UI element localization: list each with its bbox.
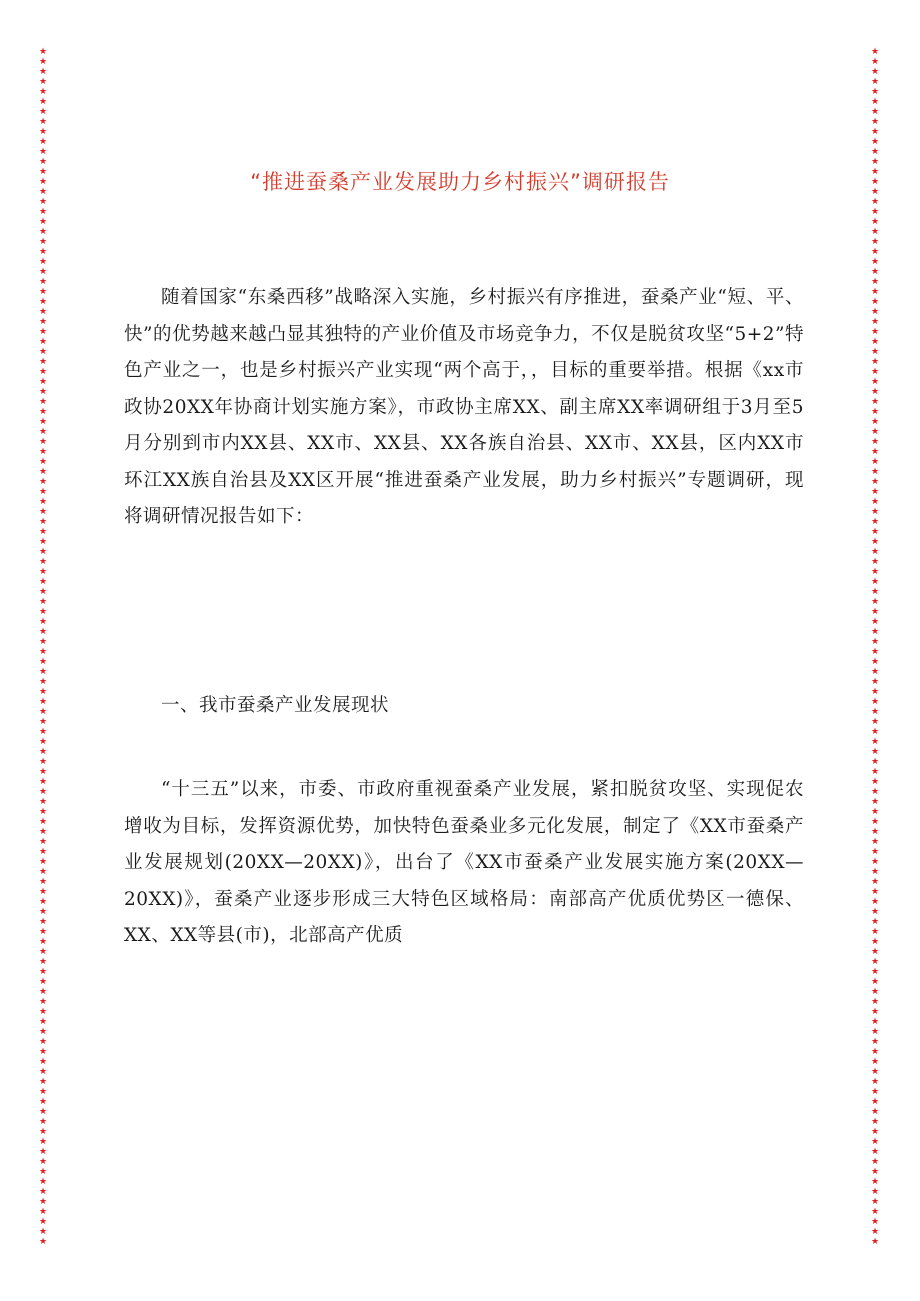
border-star-icon: ★ — [38, 1017, 48, 1027]
border-star-icon: ★ — [38, 857, 48, 867]
border-star-icon: ★ — [38, 787, 48, 797]
border-star-icon: ★ — [870, 707, 880, 717]
border-star-icon: ★ — [870, 1227, 880, 1237]
border-star-icon: ★ — [38, 187, 48, 197]
border-star-icon: ★ — [38, 1007, 48, 1017]
border-star-icon: ★ — [870, 167, 880, 177]
border-star-icon: ★ — [870, 957, 880, 967]
border-star-icon: ★ — [38, 1217, 48, 1227]
border-star-icon: ★ — [870, 687, 880, 697]
border-star-icon: ★ — [870, 57, 880, 67]
border-star-icon: ★ — [870, 517, 880, 527]
border-star-icon: ★ — [38, 717, 48, 727]
border-star-icon: ★ — [38, 1117, 48, 1127]
border-star-icon: ★ — [38, 57, 48, 67]
border-star-icon: ★ — [870, 897, 880, 907]
border-star-icon: ★ — [38, 887, 48, 897]
border-star-icon: ★ — [38, 487, 48, 497]
border-star-icon: ★ — [870, 947, 880, 957]
paragraph-intro: 随着国家“东桑西移”战略深入实施，乡村振兴有序推进，蚕桑产业“短、平、快”的优势越来越凸显其独特的产业价值及市场竞争力，不仅是脱贫攻坚“5+2”特色产业之一，也是乡村振兴产业实现“两个高于，，目标的重要举措。根据《xx市政协20XX年协商计划实施方案》，市政协主席XX、副主席XX率调研组于3月至5月分别到市内XX县、XX市、XX县、XX各族自治县、XX市、XX县，区内XX市环江XX族自治县及XX区开展“推进蚕桑产业发展，助力乡村振兴”专题调研，现将调研情况报告如下： — [124, 287, 804, 527]
border-star-icon: ★ — [870, 217, 880, 227]
border-star-icon: ★ — [870, 697, 880, 707]
border-star-icon: ★ — [38, 547, 48, 557]
border-star-icon: ★ — [870, 527, 880, 537]
border-star-icon: ★ — [870, 1127, 880, 1137]
border-star-icon: ★ — [870, 677, 880, 687]
border-star-icon: ★ — [870, 1087, 880, 1097]
border-star-icon: ★ — [870, 117, 880, 127]
border-star-icon: ★ — [870, 67, 880, 77]
border-star-icon: ★ — [38, 397, 48, 407]
border-star-icon: ★ — [870, 847, 880, 857]
border-star-icon: ★ — [38, 877, 48, 887]
border-star-icon: ★ — [38, 1067, 48, 1077]
border-star-icon: ★ — [870, 647, 880, 657]
border-star-icon: ★ — [38, 647, 48, 657]
border-star-icon: ★ — [38, 447, 48, 457]
border-star-icon: ★ — [38, 127, 48, 137]
border-star-icon: ★ — [870, 567, 880, 577]
border-star-icon: ★ — [38, 1197, 48, 1207]
border-star-icon: ★ — [870, 637, 880, 647]
border-star-icon: ★ — [38, 687, 48, 697]
border-star-icon: ★ — [870, 147, 880, 157]
border-star-icon: ★ — [870, 287, 880, 297]
border-star-icon: ★ — [870, 927, 880, 937]
border-star-icon: ★ — [870, 207, 880, 217]
border-star-icon: ★ — [38, 497, 48, 507]
border-star-icon: ★ — [870, 487, 880, 497]
border-star-icon: ★ — [870, 1027, 880, 1037]
border-star-icon: ★ — [870, 1187, 880, 1197]
border-star-icon: ★ — [870, 497, 880, 507]
border-star-icon: ★ — [870, 277, 880, 287]
border-star-icon: ★ — [38, 317, 48, 327]
border-star-icon: ★ — [38, 227, 48, 237]
border-star-icon: ★ — [870, 827, 880, 837]
border-star-icon: ★ — [38, 267, 48, 277]
border-star-icon: ★ — [38, 147, 48, 157]
border-star-icon: ★ — [38, 947, 48, 957]
border-star-icon: ★ — [870, 617, 880, 627]
border-star-icon: ★ — [870, 1177, 880, 1187]
border-star-icon: ★ — [38, 337, 48, 347]
border-star-icon: ★ — [38, 217, 48, 227]
border-star-icon: ★ — [870, 757, 880, 767]
border-star-icon: ★ — [870, 727, 880, 737]
border-star-icon: ★ — [38, 307, 48, 317]
border-star-icon: ★ — [38, 847, 48, 857]
border-star-icon: ★ — [38, 957, 48, 967]
border-star-icon: ★ — [870, 1107, 880, 1117]
border-star-icon: ★ — [38, 677, 48, 687]
border-star-icon: ★ — [870, 1067, 880, 1077]
border-star-icon: ★ — [38, 347, 48, 357]
border-star-icon: ★ — [38, 697, 48, 707]
border-star-icon: ★ — [38, 1057, 48, 1067]
border-star-icon: ★ — [38, 817, 48, 827]
border-star-icon: ★ — [870, 347, 880, 357]
border-star-icon: ★ — [870, 447, 880, 457]
border-star-icon: ★ — [38, 1087, 48, 1097]
border-star-icon: ★ — [870, 1237, 880, 1247]
border-star-icon: ★ — [38, 777, 48, 787]
border-star-icon: ★ — [870, 427, 880, 437]
border-star-icon: ★ — [38, 357, 48, 367]
border-star-icon: ★ — [870, 1037, 880, 1047]
border-star-icon: ★ — [38, 827, 48, 837]
right-star-border — [868, 48, 882, 1248]
border-star-icon: ★ — [38, 467, 48, 477]
border-star-icon: ★ — [870, 627, 880, 637]
border-star-icon: ★ — [38, 937, 48, 947]
border-star-icon: ★ — [870, 917, 880, 927]
border-star-icon: ★ — [38, 1047, 48, 1057]
border-star-icon: ★ — [38, 977, 48, 987]
border-star-icon: ★ — [38, 287, 48, 297]
border-star-icon: ★ — [870, 467, 880, 477]
border-star-icon: ★ — [870, 387, 880, 397]
border-star-icon: ★ — [870, 1017, 880, 1027]
border-star-icon: ★ — [38, 457, 48, 467]
border-star-icon: ★ — [38, 247, 48, 257]
border-star-icon: ★ — [38, 387, 48, 397]
border-star-icon: ★ — [870, 357, 880, 367]
border-star-icon: ★ — [38, 477, 48, 487]
border-star-icon: ★ — [870, 187, 880, 197]
border-star-icon: ★ — [870, 477, 880, 487]
border-star-icon: ★ — [870, 787, 880, 797]
border-star-icon: ★ — [38, 907, 48, 917]
border-star-icon: ★ — [38, 1027, 48, 1037]
border-star-icon: ★ — [38, 577, 48, 587]
border-star-icon: ★ — [38, 807, 48, 817]
border-star-icon: ★ — [38, 567, 48, 577]
border-star-icon: ★ — [38, 657, 48, 667]
border-star-icon: ★ — [870, 1057, 880, 1067]
border-star-icon: ★ — [870, 1217, 880, 1227]
border-star-icon: ★ — [870, 1097, 880, 1107]
border-star-icon: ★ — [870, 77, 880, 87]
border-star-icon: ★ — [870, 177, 880, 187]
border-star-icon: ★ — [38, 927, 48, 937]
border-star-icon: ★ — [870, 877, 880, 887]
border-star-icon: ★ — [38, 117, 48, 127]
border-star-icon: ★ — [38, 237, 48, 247]
border-star-icon: ★ — [870, 197, 880, 207]
border-star-icon: ★ — [38, 1207, 48, 1217]
border-star-icon: ★ — [870, 397, 880, 407]
border-star-icon: ★ — [38, 667, 48, 677]
border-star-icon: ★ — [870, 907, 880, 917]
border-star-icon: ★ — [38, 767, 48, 777]
border-star-icon: ★ — [870, 967, 880, 977]
border-star-icon: ★ — [870, 717, 880, 727]
border-star-icon: ★ — [870, 807, 880, 817]
border-star-icon: ★ — [870, 1077, 880, 1087]
border-star-icon: ★ — [870, 937, 880, 947]
border-star-icon: ★ — [870, 817, 880, 827]
border-star-icon: ★ — [870, 237, 880, 247]
border-star-icon: ★ — [870, 577, 880, 587]
border-star-icon: ★ — [38, 897, 48, 907]
border-star-icon: ★ — [870, 597, 880, 607]
border-star-icon: ★ — [38, 47, 48, 57]
border-star-icon: ★ — [38, 1137, 48, 1147]
border-star-icon: ★ — [38, 1077, 48, 1087]
border-star-icon: ★ — [38, 757, 48, 767]
border-star-icon: ★ — [870, 1207, 880, 1217]
border-star-icon: ★ — [38, 257, 48, 267]
border-star-icon: ★ — [38, 1187, 48, 1197]
border-star-icon: ★ — [38, 277, 48, 287]
border-star-icon: ★ — [38, 997, 48, 1007]
border-star-icon: ★ — [870, 267, 880, 277]
border-star-icon: ★ — [38, 1127, 48, 1137]
border-star-icon: ★ — [870, 297, 880, 307]
border-star-icon: ★ — [870, 977, 880, 987]
border-star-icon: ★ — [870, 247, 880, 257]
border-star-icon: ★ — [870, 437, 880, 447]
border-star-icon: ★ — [870, 417, 880, 427]
border-star-icon: ★ — [870, 607, 880, 617]
border-star-icon: ★ — [38, 917, 48, 927]
border-star-icon: ★ — [870, 547, 880, 557]
border-star-icon: ★ — [38, 327, 48, 337]
border-star-icon: ★ — [870, 767, 880, 777]
border-star-icon: ★ — [870, 587, 880, 597]
border-star-icon: ★ — [38, 1037, 48, 1047]
border-star-icon: ★ — [870, 1007, 880, 1017]
border-star-icon: ★ — [870, 797, 880, 807]
border-star-icon: ★ — [870, 1147, 880, 1157]
border-star-icon: ★ — [870, 747, 880, 757]
border-star-icon: ★ — [38, 867, 48, 877]
border-star-icon: ★ — [38, 597, 48, 607]
border-star-icon: ★ — [38, 587, 48, 597]
border-star-icon: ★ — [38, 177, 48, 187]
border-star-icon: ★ — [870, 737, 880, 747]
border-star-icon: ★ — [38, 637, 48, 647]
border-star-icon: ★ — [38, 967, 48, 977]
border-star-icon: ★ — [38, 417, 48, 427]
border-star-icon: ★ — [38, 557, 48, 567]
border-star-icon: ★ — [870, 1197, 880, 1207]
border-star-icon: ★ — [38, 107, 48, 117]
border-star-icon: ★ — [870, 1117, 880, 1127]
border-star-icon: ★ — [870, 97, 880, 107]
border-star-icon: ★ — [870, 137, 880, 147]
border-star-icon: ★ — [870, 227, 880, 237]
border-star-icon: ★ — [870, 337, 880, 347]
border-star-icon: ★ — [38, 167, 48, 177]
border-star-icon: ★ — [870, 1157, 880, 1167]
border-star-icon: ★ — [38, 207, 48, 217]
border-star-icon: ★ — [870, 987, 880, 997]
border-star-icon: ★ — [870, 327, 880, 337]
border-star-icon: ★ — [870, 367, 880, 377]
border-star-icon: ★ — [870, 557, 880, 567]
border-star-icon: ★ — [38, 837, 48, 847]
border-star-icon: ★ — [38, 137, 48, 147]
border-star-icon: ★ — [38, 1157, 48, 1167]
border-star-icon: ★ — [38, 1167, 48, 1177]
border-star-icon: ★ — [38, 727, 48, 737]
border-star-icon: ★ — [870, 667, 880, 677]
border-star-icon: ★ — [38, 377, 48, 387]
border-star-icon: ★ — [870, 47, 880, 57]
border-star-icon: ★ — [870, 537, 880, 547]
border-star-icon: ★ — [38, 97, 48, 107]
border-star-icon: ★ — [38, 517, 48, 527]
border-star-icon: ★ — [870, 87, 880, 97]
border-star-icon: ★ — [38, 77, 48, 87]
border-star-icon: ★ — [38, 67, 48, 77]
border-star-icon: ★ — [870, 1137, 880, 1147]
border-star-icon: ★ — [38, 1237, 48, 1247]
border-star-icon: ★ — [870, 407, 880, 417]
border-star-icon: ★ — [38, 627, 48, 637]
border-star-icon: ★ — [870, 157, 880, 167]
left-star-border — [36, 48, 50, 1248]
border-star-icon: ★ — [38, 1227, 48, 1237]
border-star-icon: ★ — [38, 297, 48, 307]
border-star-icon: ★ — [38, 407, 48, 417]
border-star-icon: ★ — [38, 987, 48, 997]
document-title: “推进蚕桑产业发展助力乡村振兴”调研报告 — [250, 170, 670, 194]
border-star-icon: ★ — [870, 127, 880, 137]
border-star-icon: ★ — [870, 307, 880, 317]
border-star-icon: ★ — [38, 367, 48, 377]
border-star-icon: ★ — [870, 317, 880, 327]
paragraph-status: “十三五”以来，市委、市政府重视蚕桑产业发展，紧扣脱贫攻坚、实现促农增收为目标，发挥资源优势，加快特色蚕桑业多元化发展，制定了《XX市蚕桑产业发展规划(20XX—20XX)》，出台了《XX市蚕桑产业发展实施方案(20XX—20XX)》，蚕桑产业逐步形成三大特色区域格局：南部高产优质优势区一德保、XX、XX等县(市)，北部高产优质 — [124, 779, 804, 946]
border-star-icon: ★ — [870, 1167, 880, 1177]
border-star-icon: ★ — [38, 87, 48, 97]
border-star-icon: ★ — [38, 1107, 48, 1117]
border-star-icon: ★ — [38, 737, 48, 747]
border-star-icon: ★ — [38, 507, 48, 517]
border-star-icon: ★ — [38, 527, 48, 537]
border-star-icon: ★ — [870, 997, 880, 1007]
border-star-icon: ★ — [870, 837, 880, 847]
border-star-icon: ★ — [870, 257, 880, 267]
border-star-icon: ★ — [38, 747, 48, 757]
border-star-icon: ★ — [870, 1047, 880, 1057]
border-star-icon: ★ — [38, 1097, 48, 1107]
border-star-icon: ★ — [38, 427, 48, 437]
border-star-icon: ★ — [38, 707, 48, 717]
section-heading: 一、我市蚕桑产业发展现状 — [161, 695, 390, 716]
border-star-icon: ★ — [38, 617, 48, 627]
border-star-icon: ★ — [38, 157, 48, 167]
border-star-icon: ★ — [870, 887, 880, 897]
border-star-icon: ★ — [870, 377, 880, 387]
border-star-icon: ★ — [38, 537, 48, 547]
border-star-icon: ★ — [38, 1147, 48, 1157]
border-star-icon: ★ — [38, 797, 48, 807]
border-star-icon: ★ — [870, 867, 880, 877]
border-star-icon: ★ — [870, 857, 880, 867]
border-star-icon: ★ — [870, 777, 880, 787]
border-star-icon: ★ — [870, 507, 880, 517]
border-star-icon: ★ — [870, 457, 880, 467]
border-star-icon: ★ — [38, 607, 48, 617]
border-star-icon: ★ — [38, 197, 48, 207]
border-star-icon: ★ — [38, 1177, 48, 1187]
border-star-icon: ★ — [38, 437, 48, 447]
border-star-icon: ★ — [870, 107, 880, 117]
border-star-icon: ★ — [870, 657, 880, 667]
